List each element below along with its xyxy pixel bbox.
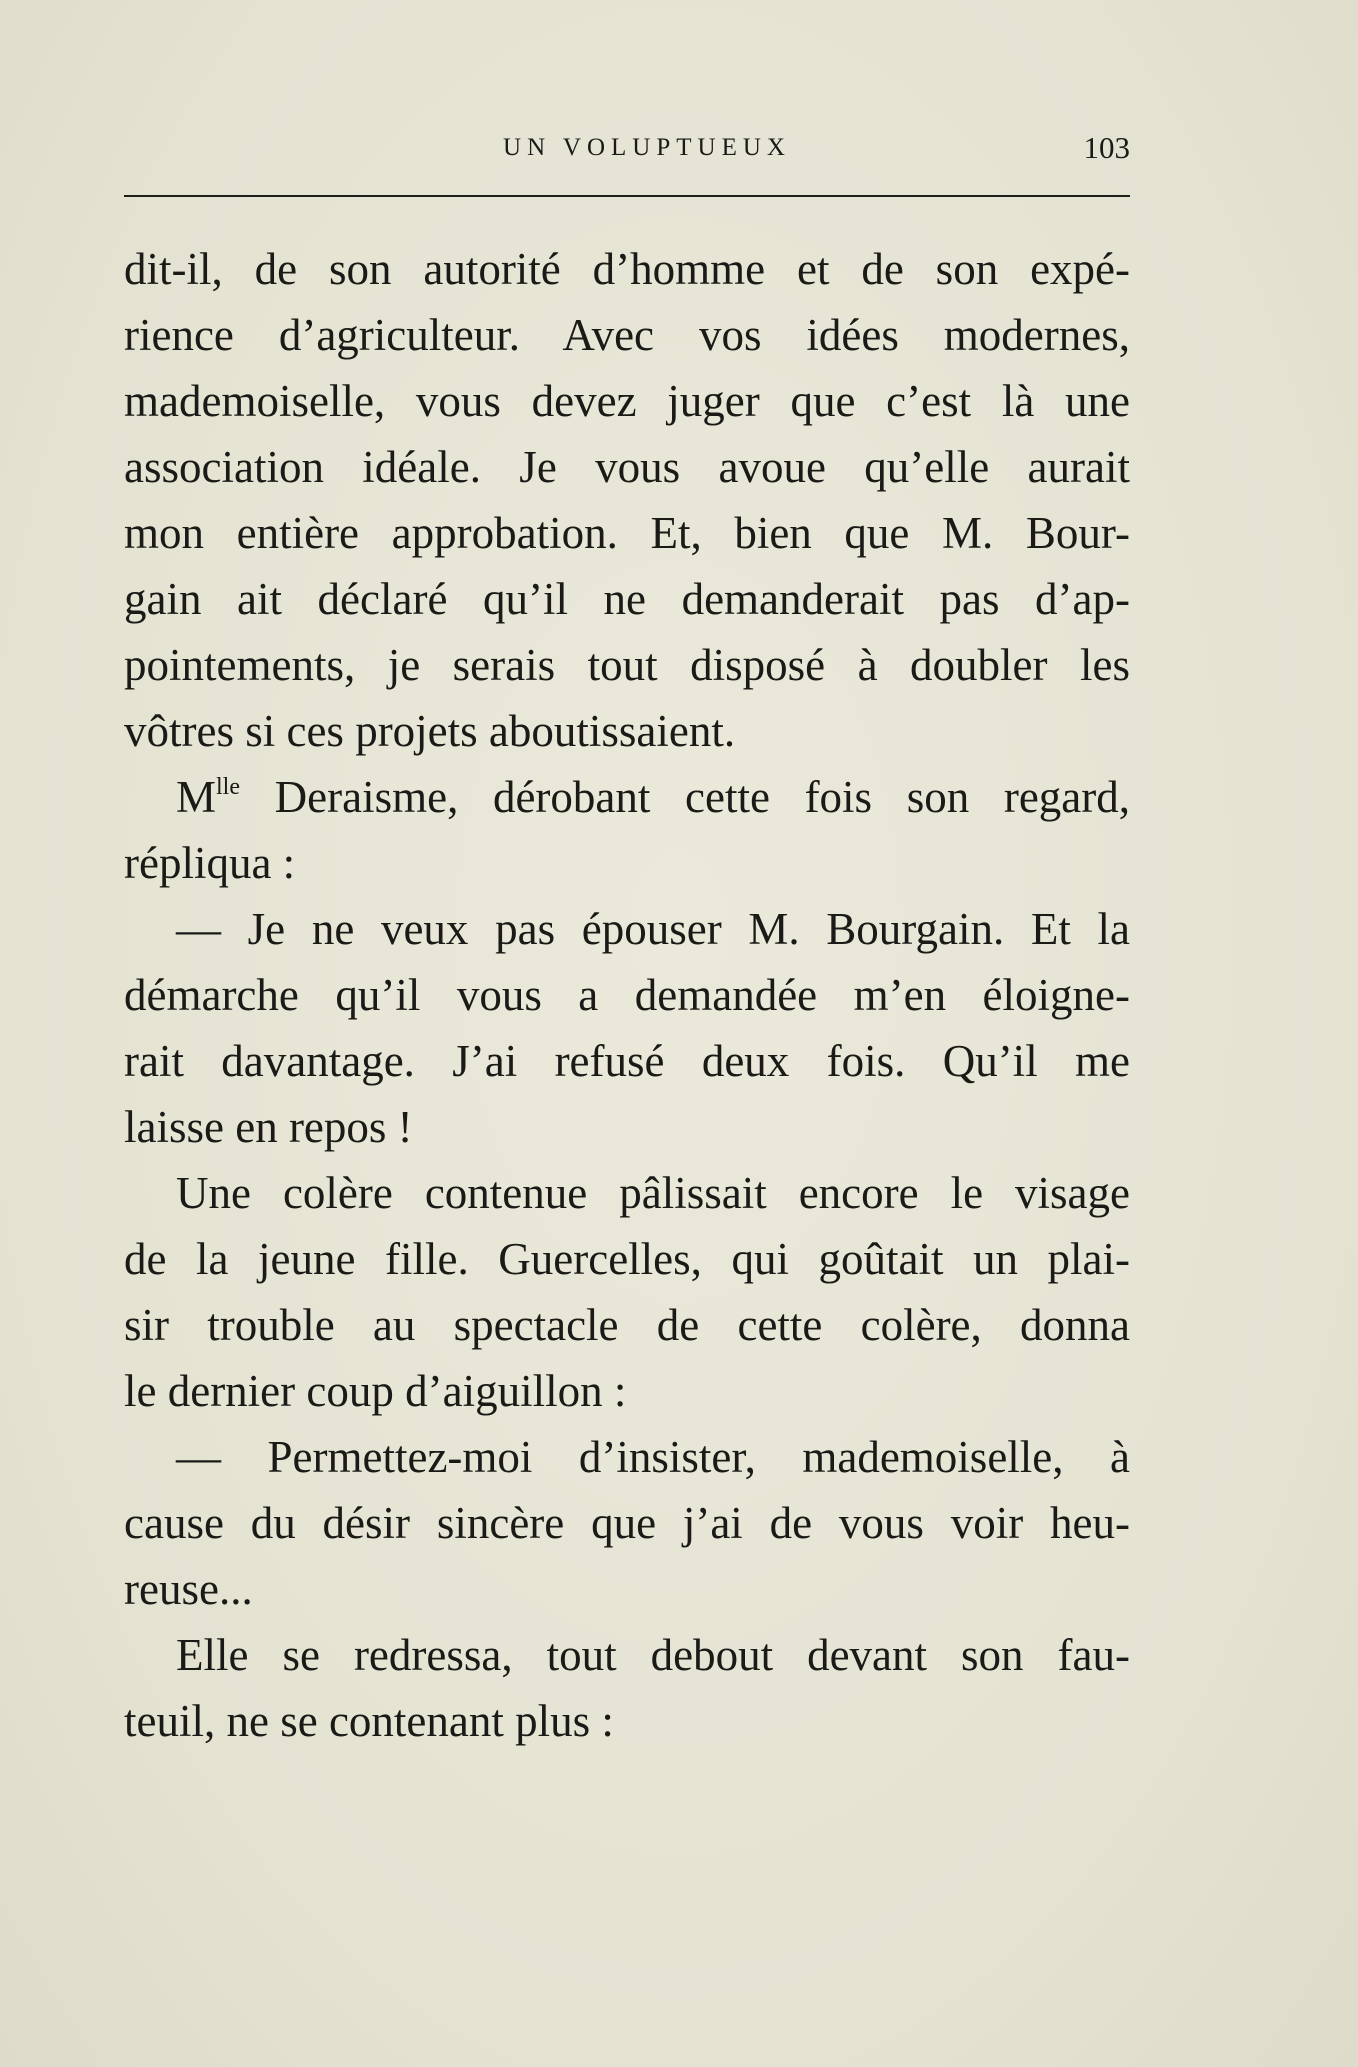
- text-line: laisse en repos !: [124, 1102, 413, 1152]
- text-line: Elle se redressa, tout debout devant son fau-: [176, 1630, 1130, 1680]
- text-line: dit-il, de son autorité d’homme et de son expé-: [124, 244, 1130, 294]
- text-line: pointements, je serais tout disposé à doubler les: [124, 640, 1130, 690]
- text-line: — Je ne veux pas épouser M. Bourgain. Et la: [176, 904, 1130, 954]
- text-line: reuse...: [124, 1564, 253, 1614]
- text-line: mon entière approbation. Et, bien que M. Bour-: [124, 508, 1130, 558]
- text-line: gain ait déclaré qu’il ne demanderait pas d’ap-: [124, 574, 1130, 624]
- header-rule: [124, 195, 1130, 197]
- text-line: sir trouble au spectacle de cette colère, donna: [124, 1300, 1130, 1350]
- text-line: — Permettez-moi d’insister, mademoiselle, à: [176, 1432, 1130, 1482]
- text-line: association idéale. Je vous avoue qu’elle aurait: [124, 442, 1130, 492]
- text-line: Une colère contenue pâlissait encore le visage: [176, 1168, 1130, 1218]
- running-title: UN VOLUPTUEUX: [503, 134, 791, 161]
- page-header: [124, 128, 1130, 172]
- text-line: cause du désir sincère que j’ai de vous voir heu-: [124, 1498, 1130, 1548]
- text-line: mademoiselle, vous devez juger que c’est là une: [124, 376, 1130, 426]
- text-line: $M^{lle}$ Deraisme, dérobant cette fois son regard,: [176, 772, 1131, 822]
- text-line: rience d’agriculteur. Avec vos idées modernes,: [124, 310, 1130, 360]
- text-line: teuil, ne se contenant plus :: [124, 1696, 614, 1746]
- page-number: 103: [1083, 130, 1130, 165]
- text-line: de la jeune fille. Guercelles, qui goûtait un plai-: [124, 1234, 1130, 1284]
- body-text: [124, 236, 1130, 1754]
- text-line: répliqua :: [124, 838, 296, 888]
- text-line: le dernier coup d’aiguillon :: [124, 1366, 627, 1416]
- text-line: vôtres si ces projets aboutissaient.: [124, 706, 736, 756]
- text-line: démarche qu’il vous a demandée m’en éloigne-: [124, 970, 1130, 1020]
- abbrev-mademoiselle: $M^{lle}$: [176, 772, 241, 822]
- text-line: rait davantage. J’ai refusé deux fois. Qu’il me: [124, 1036, 1130, 1086]
